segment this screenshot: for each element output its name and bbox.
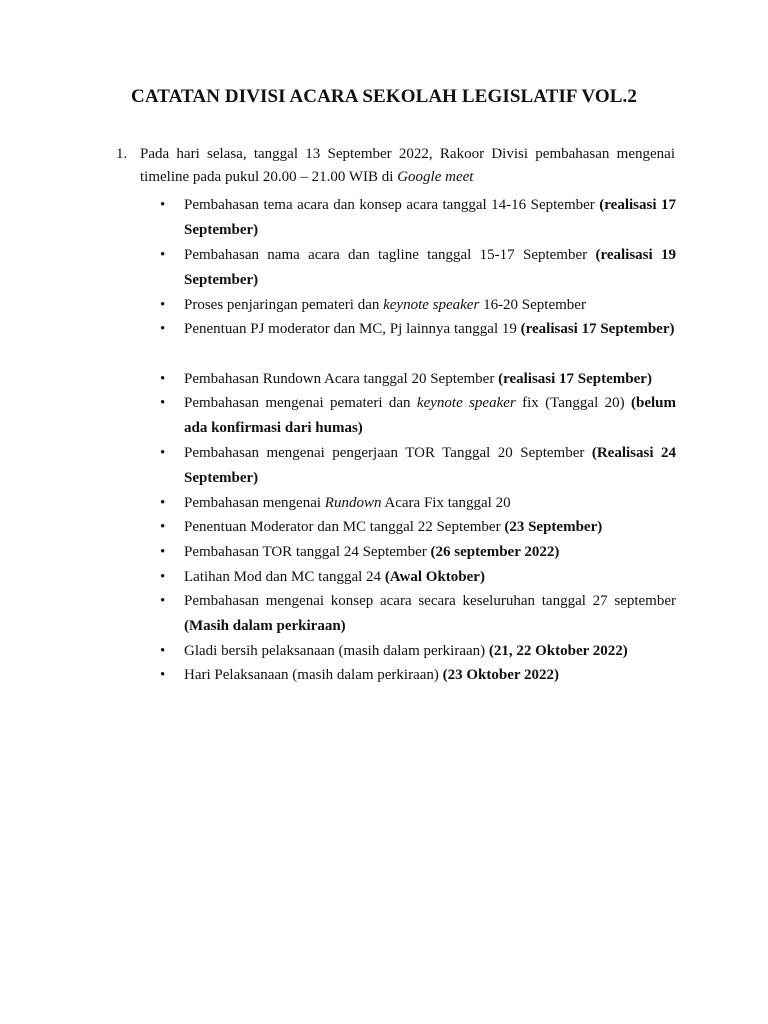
list-item-plain-end: Acara Fix tanggal 20: [381, 495, 511, 511]
list-item: [160, 317, 676, 367]
list-item: [160, 663, 676, 687]
list-item-italic: Rundown: [324, 495, 382, 511]
list-item-plain: Pembahasan mengenai pemateri dan: [184, 395, 417, 411]
list-item-plain: Pembahasan TOR tanggal 24 September: [184, 544, 431, 560]
list-item: [160, 367, 676, 391]
list-item-plain: Gladi bersih pelaksanaan (masih dalam perkiraan): [184, 643, 489, 659]
bullet-icon: •: [160, 667, 166, 683]
bullet-icon: •: [160, 643, 166, 659]
list-item: [160, 565, 676, 589]
bullet-icon: •: [160, 321, 166, 337]
bullet-icon: •: [160, 593, 166, 609]
list-item-plain: Pembahasan mengenai konsep acara secara keseluruhan tanggal 27 september: [184, 593, 676, 609]
list-item: [160, 441, 676, 491]
list-item: [160, 391, 676, 441]
item-intro: [140, 143, 675, 189]
list-item-italic: keynote speaker: [383, 297, 480, 313]
list-item-bold: (realisasi 17 September): [498, 371, 652, 387]
list-item-plain-mid: fix (Tanggal 20): [515, 395, 631, 411]
list-item-plain: Penentuan PJ moderator dan MC, Pj lainnya tanggal 19: [184, 321, 521, 337]
list-item: [160, 293, 676, 317]
list-item-text: [184, 371, 652, 387]
list-item: [160, 243, 676, 293]
list-item-text: [184, 544, 559, 560]
bullet-icon: •: [160, 197, 166, 213]
bullet-icon: •: [160, 569, 166, 585]
list-item-bold: (belum ada konfirmasi dari humas): [184, 395, 676, 436]
list-item-text: [184, 297, 586, 313]
bullet-icon: •: [160, 297, 166, 313]
intro-line-1: Pada hari selasa, tanggal 13 September 2022, Rakoor Divisi pembahasan mengenai: [140, 146, 675, 162]
list-item-bold: (23 September): [504, 519, 603, 535]
list-item: [160, 540, 676, 565]
list-item-plain: Pembahasan mengenai pengerjaan TOR Tanggal 20 September: [184, 445, 592, 461]
list-item: [160, 515, 676, 540]
list-item-bold: (realisasi 17 September): [184, 197, 677, 238]
list-item-text: [184, 519, 602, 535]
bullet-icon: •: [160, 371, 166, 387]
list-item-bold: (Awal Oktober): [384, 569, 485, 585]
list-item-bold: (realisasi 17 September): [520, 321, 675, 337]
list-item-text: [184, 317, 676, 342]
list-item-bold: (Realisasi 24 September): [184, 445, 676, 486]
list-item-text: [184, 667, 559, 683]
document-title: CATATAN DIVISI ACARA SEKOLAH LEGISLATIF VOL.2: [131, 86, 637, 107]
item-number: 1.: [116, 146, 128, 162]
bullet-icon: •: [160, 519, 166, 535]
intro-line-2-italic: Google meet: [397, 169, 474, 185]
intro-line-2: [140, 169, 473, 185]
bullet-icon: •: [160, 445, 166, 461]
list-item-plain: Hari Pelaksanaan (masih dalam perkiraan): [184, 667, 443, 683]
list-item: [160, 491, 676, 515]
list-item-plain: Pembahasan Rundown Acara tanggal 20 September: [184, 371, 499, 387]
list-item-text: [184, 441, 676, 491]
list-item-plain-end: 16-20 September: [479, 297, 586, 313]
list-item-bold: (23 Oktober 2022): [442, 667, 560, 683]
list-item-bold: (21, 22 Oktober 2022): [488, 643, 628, 659]
list-item-text: [184, 193, 676, 243]
list-item-text: [184, 243, 676, 293]
bullet-list: [160, 193, 676, 687]
list-item-text: [184, 589, 676, 639]
list-item-plain: Penentuan Moderator dan MC tanggal 22 September: [184, 519, 505, 535]
list-item-text: [184, 495, 511, 511]
bullet-icon: •: [160, 247, 166, 263]
list-item-plain: Latihan Mod dan MC tanggal 24: [184, 569, 385, 585]
intro-line-2-text: timeline pada pukul 20.00 – 21.00 WIB di: [140, 169, 398, 185]
list-item-plain: Proses penjaringan pemateri dan: [184, 297, 384, 313]
list-item-bold: (realisasi 19 September): [184, 247, 676, 288]
list-item-text: [184, 569, 485, 585]
list-item-bold: (Masih dalam perkiraan): [184, 618, 346, 634]
list-item-plain: Pembahasan mengenai: [184, 495, 325, 511]
list-item-bold: (26 september 2022): [430, 544, 560, 560]
list-item-text: [184, 391, 676, 441]
list-item-plain: Pembahasan tema acara dan konsep acara tanggal 14-16 September: [184, 197, 600, 213]
list-item: [160, 639, 676, 663]
bullet-icon: •: [160, 495, 166, 511]
list-item: [160, 193, 676, 243]
list-item: [160, 589, 676, 639]
list-item-plain: Pembahasan nama acara dan tagline tanggal 15-17 September: [184, 247, 596, 263]
list-item-italic: keynote speaker: [416, 395, 516, 411]
bullet-icon: •: [160, 395, 166, 411]
list-item-text: [184, 643, 628, 659]
bullet-icon: •: [160, 544, 166, 560]
